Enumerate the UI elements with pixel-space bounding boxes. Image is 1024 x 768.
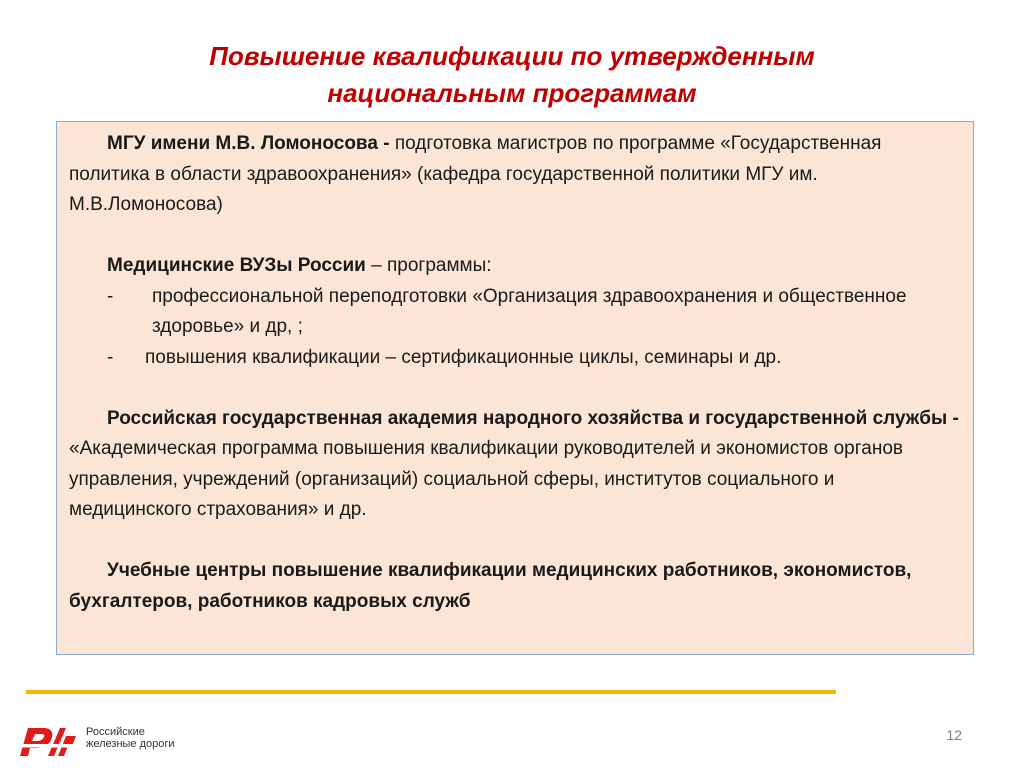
logo-text: [86, 726, 175, 750]
list-dash: -: [107, 285, 114, 307]
slide-title-line-1: Повышение квалификации по утвержденным: [209, 41, 815, 71]
list-item-text: профессиональной переподготовки «Организация здравоохранения и общественное здоровье» и др, ;: [152, 285, 907, 337]
paragraph-ranepa: [69, 404, 961, 526]
paragraph-medical-universities-text: – программы:: [365, 255, 492, 276]
spacer: [69, 373, 961, 404]
paragraph-ranepa-heading: Российская государственная академия народного хозяйства и государственной службы -: [107, 407, 959, 429]
list-dash: -: [107, 346, 114, 368]
list-item: [69, 282, 961, 343]
list-item-text: повышения квалификации – сертификационные циклы, семинары и др.: [145, 346, 782, 368]
spacer: [69, 221, 961, 252]
paragraph-ranepa-text: «Академическая программа повышения квалификации руководителей и экономистов органов управления, учреждений (организаций) социальной сферы, институтов социального и медицинского страхования» и др.: [69, 438, 903, 520]
paragraph-msu-heading: МГУ имени М.В. Ломоносова -: [107, 133, 395, 154]
rzd-logo-icon: [14, 716, 80, 760]
logo-text-line-1: Российские: [86, 726, 145, 738]
slide-title: [60, 38, 964, 112]
paragraph-msu: [69, 129, 961, 221]
paragraph-training-centers-heading: Учебные центры повышение квалификации медицинских работников, экономистов, бухгалтеров, работников кадровых служб: [69, 560, 912, 612]
logo-text-line-2: железные дороги: [86, 738, 175, 750]
paragraph-msu-text: подготовка магистров по программе «Государственная политика в области здравоохранения» (кафедра государственной политики МГУ им. М.В.Ломоносова): [69, 133, 882, 215]
company-logo: [14, 716, 175, 760]
orange-divider: [26, 690, 836, 694]
spacer: [69, 526, 961, 557]
slide-title-line-2: национальным программам: [327, 78, 697, 108]
paragraph-medical-universities-heading: Медицинские ВУЗы России: [107, 255, 366, 276]
paragraph-medical-universities: [69, 251, 961, 282]
paragraph-training-centers: [69, 556, 961, 617]
content-box: [56, 121, 974, 655]
page-number: 12: [946, 727, 962, 743]
list-item: [69, 343, 961, 374]
